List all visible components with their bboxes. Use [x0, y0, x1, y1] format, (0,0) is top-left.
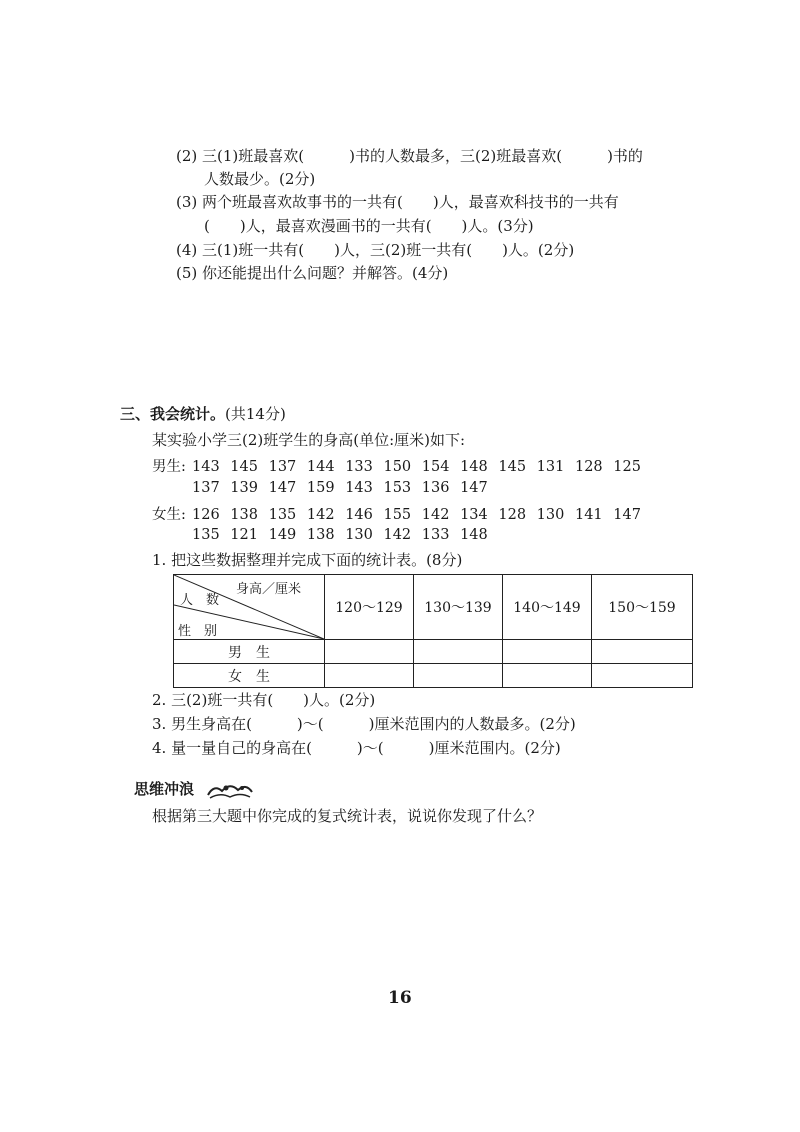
- answer-cell[interactable]: [592, 640, 693, 664]
- height-value: 141: [574, 507, 603, 523]
- section-3-score: (共14分): [225, 405, 286, 423]
- section-3-intro: 某实验小学三(2)班学生的身高(单位:厘米)如下:: [152, 431, 466, 449]
- answer-cell[interactable]: [503, 664, 592, 688]
- height-value: 126: [192, 507, 220, 523]
- answer-cell[interactable]: [592, 664, 693, 688]
- row-label-girls: 女 生: [174, 664, 325, 688]
- height-value: 142: [421, 507, 450, 523]
- girls-label: 女生:: [152, 507, 186, 523]
- height-value: 150: [383, 459, 412, 475]
- column-header: 140～149: [503, 575, 592, 640]
- height-value: 137: [192, 480, 220, 496]
- header-height-label: 身高／厘米: [236, 582, 302, 597]
- height-value: 133: [345, 459, 373, 475]
- thinking-question: 根据第三大题中你完成的复式统计表，说说你发现了什么？: [152, 807, 543, 825]
- question-2-line2: 人数最少。(2分): [204, 170, 316, 188]
- row-label-boys: 男 生: [174, 640, 325, 664]
- height-value: 145: [498, 459, 527, 475]
- height-value: 137: [268, 459, 297, 475]
- height-value: 135: [192, 527, 220, 543]
- header-count-label: 人 数: [180, 593, 220, 608]
- boys-heights-row-2: [192, 480, 498, 496]
- height-value: 147: [613, 507, 641, 523]
- thinking-title: 思维冲浪: [134, 780, 195, 798]
- height-value: 148: [460, 459, 488, 475]
- answer-cell[interactable]: [503, 640, 592, 664]
- height-value: 121: [230, 527, 258, 543]
- answer-cell[interactable]: [325, 664, 414, 688]
- column-header: 120～129: [325, 575, 414, 640]
- column-header: 150～159: [592, 575, 693, 640]
- answer-cell[interactable]: [325, 640, 414, 664]
- page-number: 16: [388, 988, 412, 1008]
- height-value: 159: [306, 480, 335, 496]
- section-3-question-2: 2. 三(2)班一共有( )人。(2分): [152, 691, 376, 709]
- question-3-line1: (3) 两个班最喜欢故事书的一共有( )人，最喜欢科技书的一共有: [176, 193, 619, 211]
- height-statistics-table: [173, 574, 693, 688]
- height-value: 130: [536, 507, 565, 523]
- height-value: 155: [383, 507, 412, 523]
- height-value: 149: [268, 527, 297, 543]
- section-3-title: 三、我会统计。: [120, 405, 226, 423]
- height-value: 128: [574, 459, 603, 475]
- section-3-question-4: 4. 量一量自己的身高在( )～( )厘米范围内。(2分): [152, 739, 561, 757]
- height-value: 128: [498, 507, 527, 523]
- girls-heights-row-1: [152, 503, 652, 524]
- height-value: 138: [230, 507, 258, 523]
- answer-cell[interactable]: [414, 640, 503, 664]
- height-value: 142: [383, 527, 412, 543]
- wave-icon: [206, 780, 254, 800]
- height-value: 135: [268, 507, 297, 523]
- height-value: 131: [536, 459, 565, 475]
- section-3-question-3: 3. 男生身高在( )～( )厘米范围内的人数最多。(2分): [152, 715, 576, 733]
- height-value: 136: [421, 480, 450, 496]
- girls-heights-row-2: [192, 527, 498, 543]
- boys-heights-row-1: [152, 455, 652, 476]
- height-value: 148: [460, 527, 488, 543]
- column-header: 130～139: [414, 575, 503, 640]
- height-value: 147: [268, 480, 297, 496]
- height-value: 143: [192, 459, 220, 475]
- question-3-line2: ( )人，最喜欢漫画书的一共有( )人。(3分): [204, 217, 534, 235]
- boys-label: 男生:: [152, 459, 186, 475]
- answer-cell[interactable]: [414, 664, 503, 688]
- height-value: 153: [383, 480, 412, 496]
- height-value: 142: [306, 507, 335, 523]
- height-value: 143: [345, 480, 373, 496]
- height-value: 138: [306, 527, 335, 543]
- height-value: 125: [613, 459, 641, 475]
- question-5: (5) 你还能提出什么问题？并解答。(4分): [176, 264, 449, 282]
- height-value: 154: [421, 459, 450, 475]
- header-gender-label: 性 别: [178, 624, 218, 639]
- height-value: 130: [345, 527, 373, 543]
- height-value: 144: [306, 459, 335, 475]
- height-value: 139: [230, 480, 258, 496]
- section-3-question-1: 1. 把这些数据整理并完成下面的统计表。(8分): [152, 551, 463, 569]
- question-4: (4) 三(1)班一共有( )人，三(2)班一共有( )人。(2分): [176, 241, 575, 259]
- question-2-line1: (2) 三(1)班最喜欢( )书的人数最多，三(2)班最喜欢( )书的: [176, 147, 643, 165]
- height-value: 145: [230, 459, 258, 475]
- table-diagonal-header: [174, 575, 325, 640]
- section-3-heading: [120, 404, 286, 424]
- height-value: 146: [345, 507, 373, 523]
- height-value: 133: [421, 527, 450, 543]
- height-value: 147: [460, 480, 488, 496]
- height-value: 134: [460, 507, 488, 523]
